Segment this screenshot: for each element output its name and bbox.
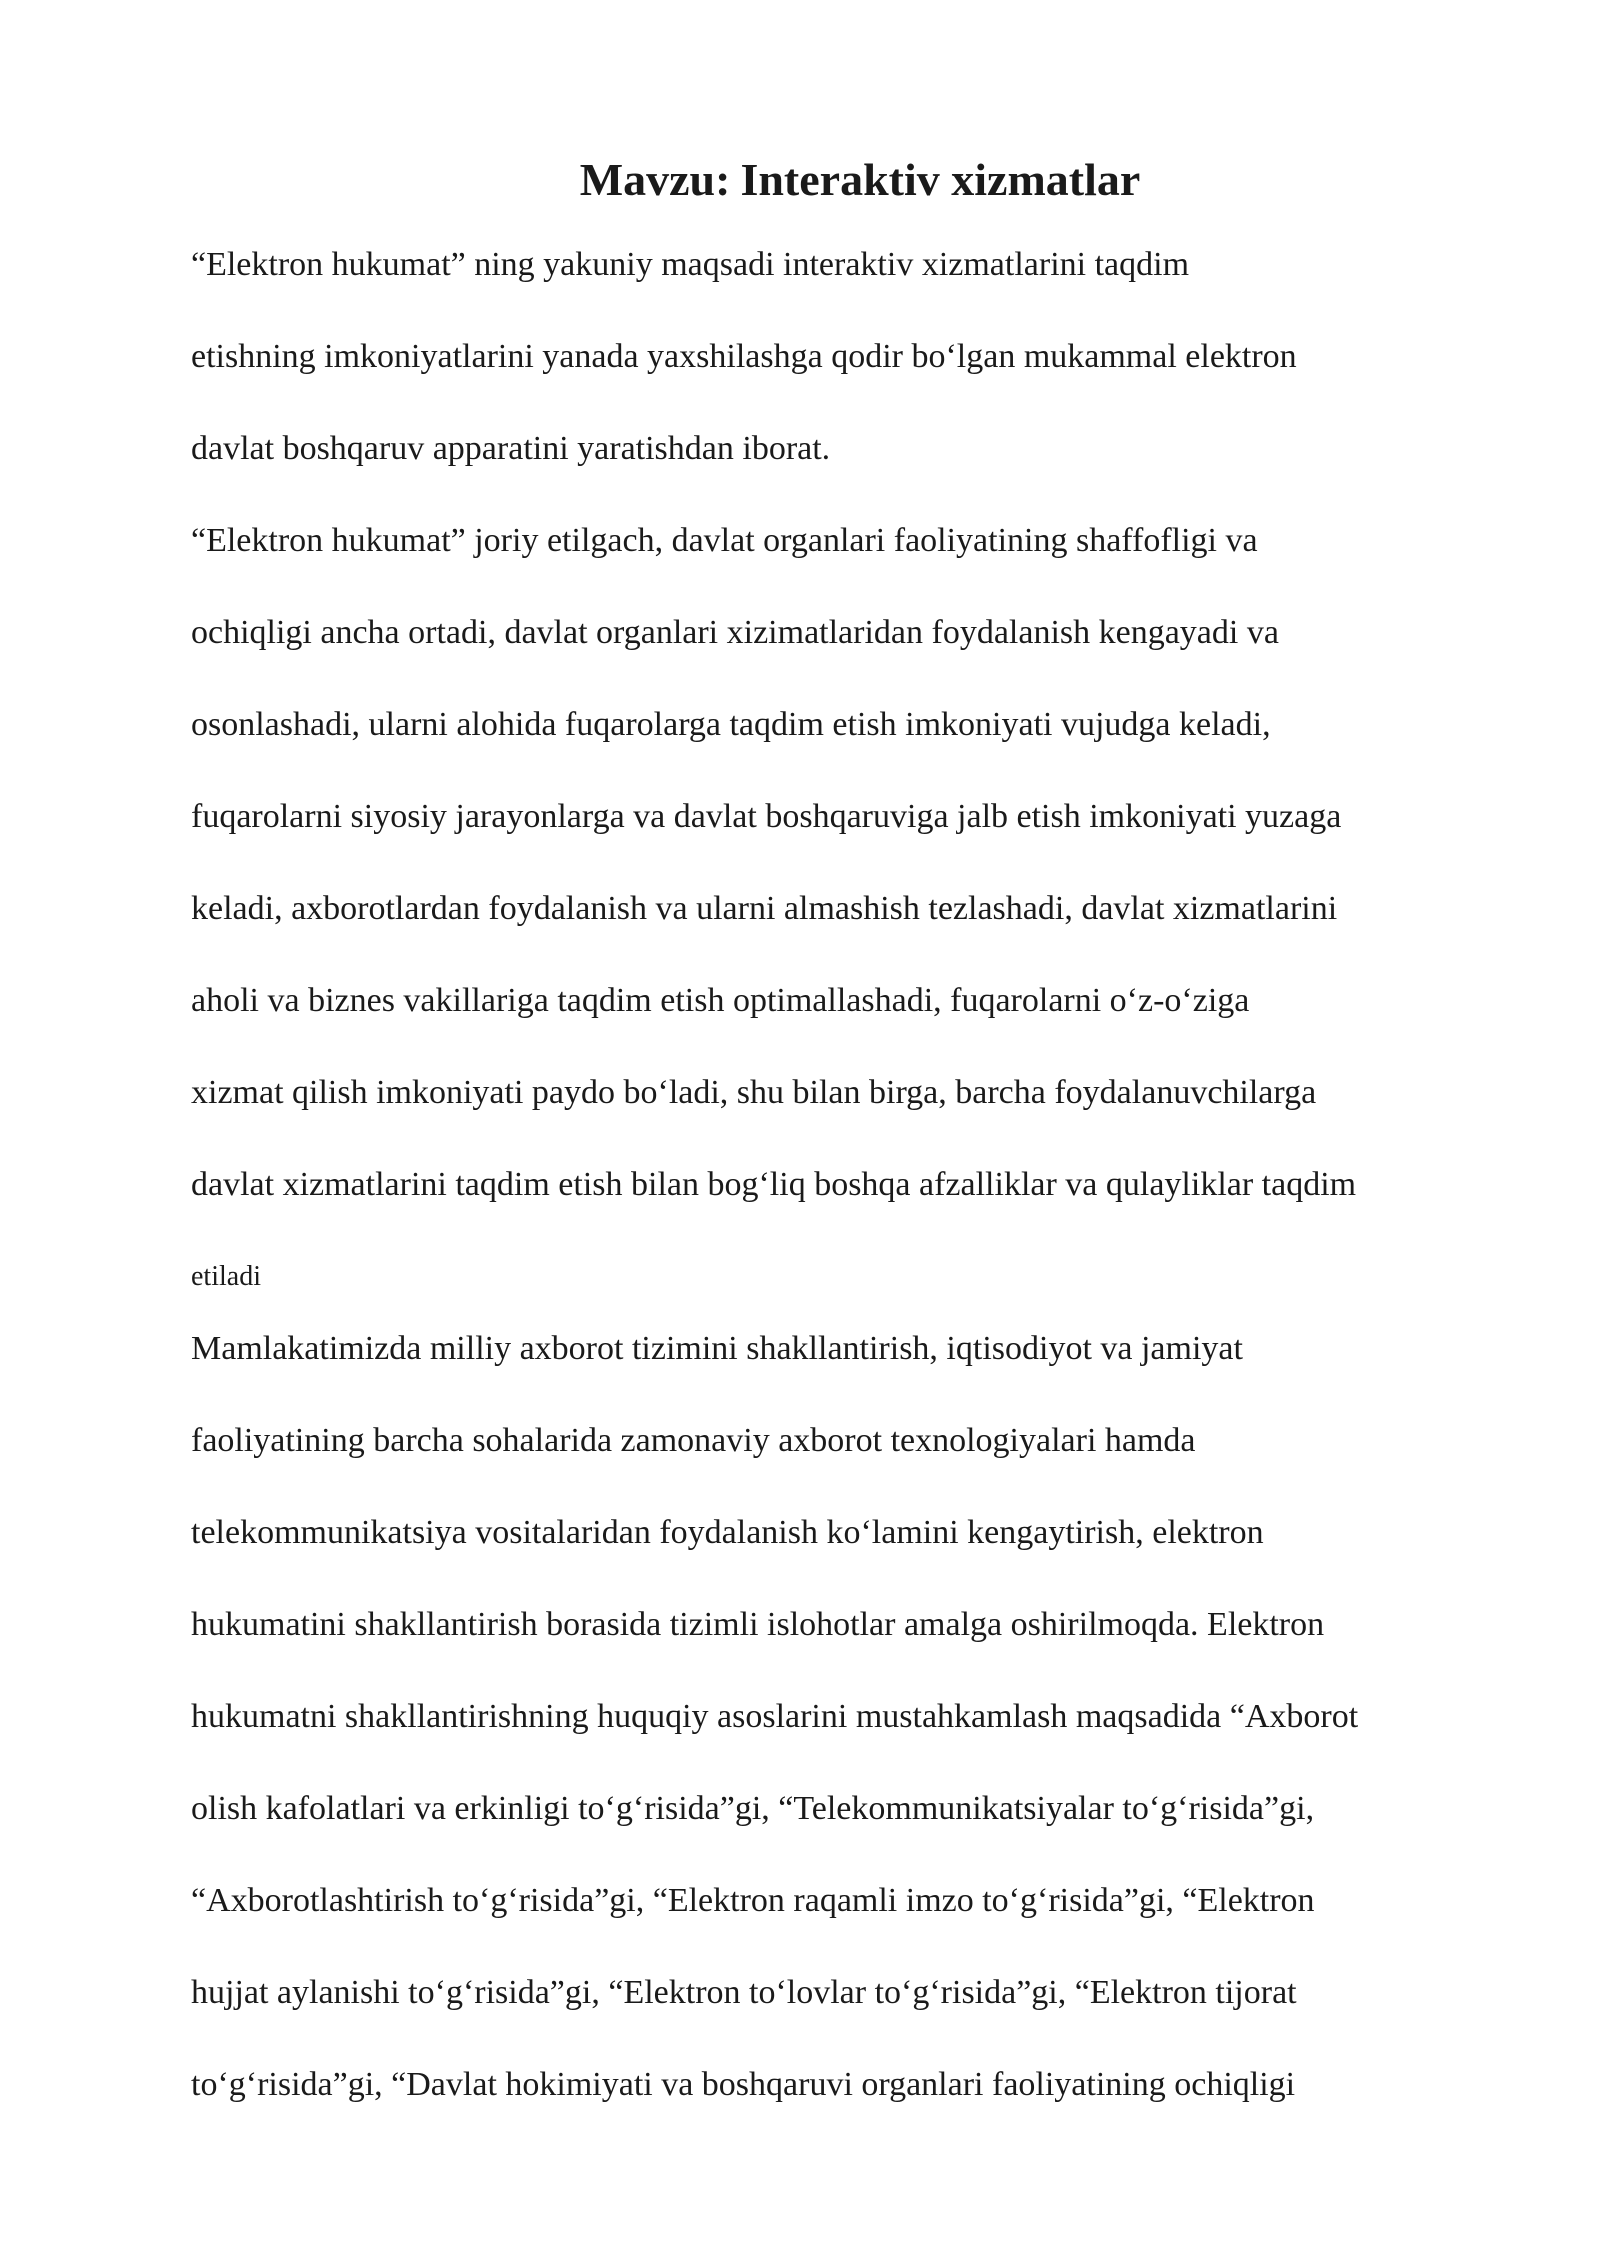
paragraph-3-line-8: hujjat aylanishi toʻgʻrisida”gi, “Elektron toʻlovlar toʻgʻrisida”gi, “Elektron tijorat <box>191 1974 1297 2011</box>
paragraph-2-line-4: fuqarolarni siyosiy jarayonlarga va davlat boshqaruviga jalb etish imkoniyati yuzaga <box>191 798 1342 835</box>
paragraph-3-line-4: hukumatini shakllantirish borasida tizimli islohotlar amalga oshirilmoqda. Elektron <box>191 1606 1325 1643</box>
paragraph-3-line-6: olish kafolatlari va erkinligi toʻgʻrisida”gi, “Telekommunikatsiyalar toʻgʻrisida”gi, <box>191 1790 1315 1827</box>
paragraph-2-line-8: davlat xizmatlarini taqdim etish bilan bogʻliq boshqa afzalliklar va qulayliklar taqdim <box>191 1166 1357 1203</box>
title-text: Interaktiv xizmatlar <box>740 154 1141 205</box>
paragraph-1-line-2: etishning imkoniyatlarini yanada yaxshilashga qodir boʻlgan mukammal elektron <box>191 338 1297 375</box>
paragraph-1-line-3: davlat boshqaruv apparatini yaratishdan iborat. <box>191 430 831 467</box>
paragraph-3-line-9: toʻgʻrisida”gi, “Davlat hokimiyati va boshqaruvi organlari faoliyatining ochiqligi <box>191 2066 1296 2103</box>
paragraph-3-line-1: Mamlakatimizda milliy axborot tizimini shakllantirish, iqtisodiyot va jamiyat <box>191 1330 1243 1367</box>
paragraph-1-line-1: “Elektron hukumat” ning yakuniy maqsadi interaktiv xizmatlarini taqdim <box>191 246 1190 283</box>
paragraph-2-line-7: xizmat qilish imkoniyati paydo boʻladi, shu bilan birga, barcha foydalanuvchilarga <box>191 1074 1317 1111</box>
title-label: Mavzu: <box>579 154 731 205</box>
paragraph-2-line-2: ochiqligi ancha ortadi, davlat organlari xizimatlaridan foydalanish kengayadi va <box>191 614 1279 651</box>
paragraph-2-line-6: aholi va biznes vakillariga taqdim etish optimallashadi, fuqarolarni oʻz-oʻziga <box>191 982 1250 1019</box>
paragraph-2-line-9: etiladi <box>191 1261 261 1292</box>
paragraph-3-line-7: “Axborotlashtirish toʻgʻrisida”gi, “Elektron raqamli imzo toʻgʻrisida”gi, “Elektron <box>191 1882 1315 1919</box>
paragraph-3-line-3: telekommunikatsiya vositalaridan foydalanish koʻlamini kengaytirish, elektron <box>191 1514 1264 1551</box>
page-title <box>0 152 1600 208</box>
paragraph-2-line-5: keladi, axborotlardan foydalanish va ularni almashish tezlashadi, davlat xizmatlarini <box>191 890 1338 927</box>
paragraph-2-line-3: osonlashadi, ularni alohida fuqarolarga taqdim etish imkoniyati vujudga keladi, <box>191 706 1271 743</box>
paragraph-2-line-1: “Elektron hukumat” joriy etilgach, davlat organlari faoliyatining shaffofligi va <box>191 522 1258 559</box>
paragraph-3-line-5: hukumatni shakllantirishning huquqiy asoslarini mustahkamlash maqsadida “Axborot <box>191 1698 1359 1735</box>
paragraph-3-line-2: faoliyatining barcha sohalarida zamonaviy axborot texnologiyalari hamda <box>191 1422 1196 1459</box>
